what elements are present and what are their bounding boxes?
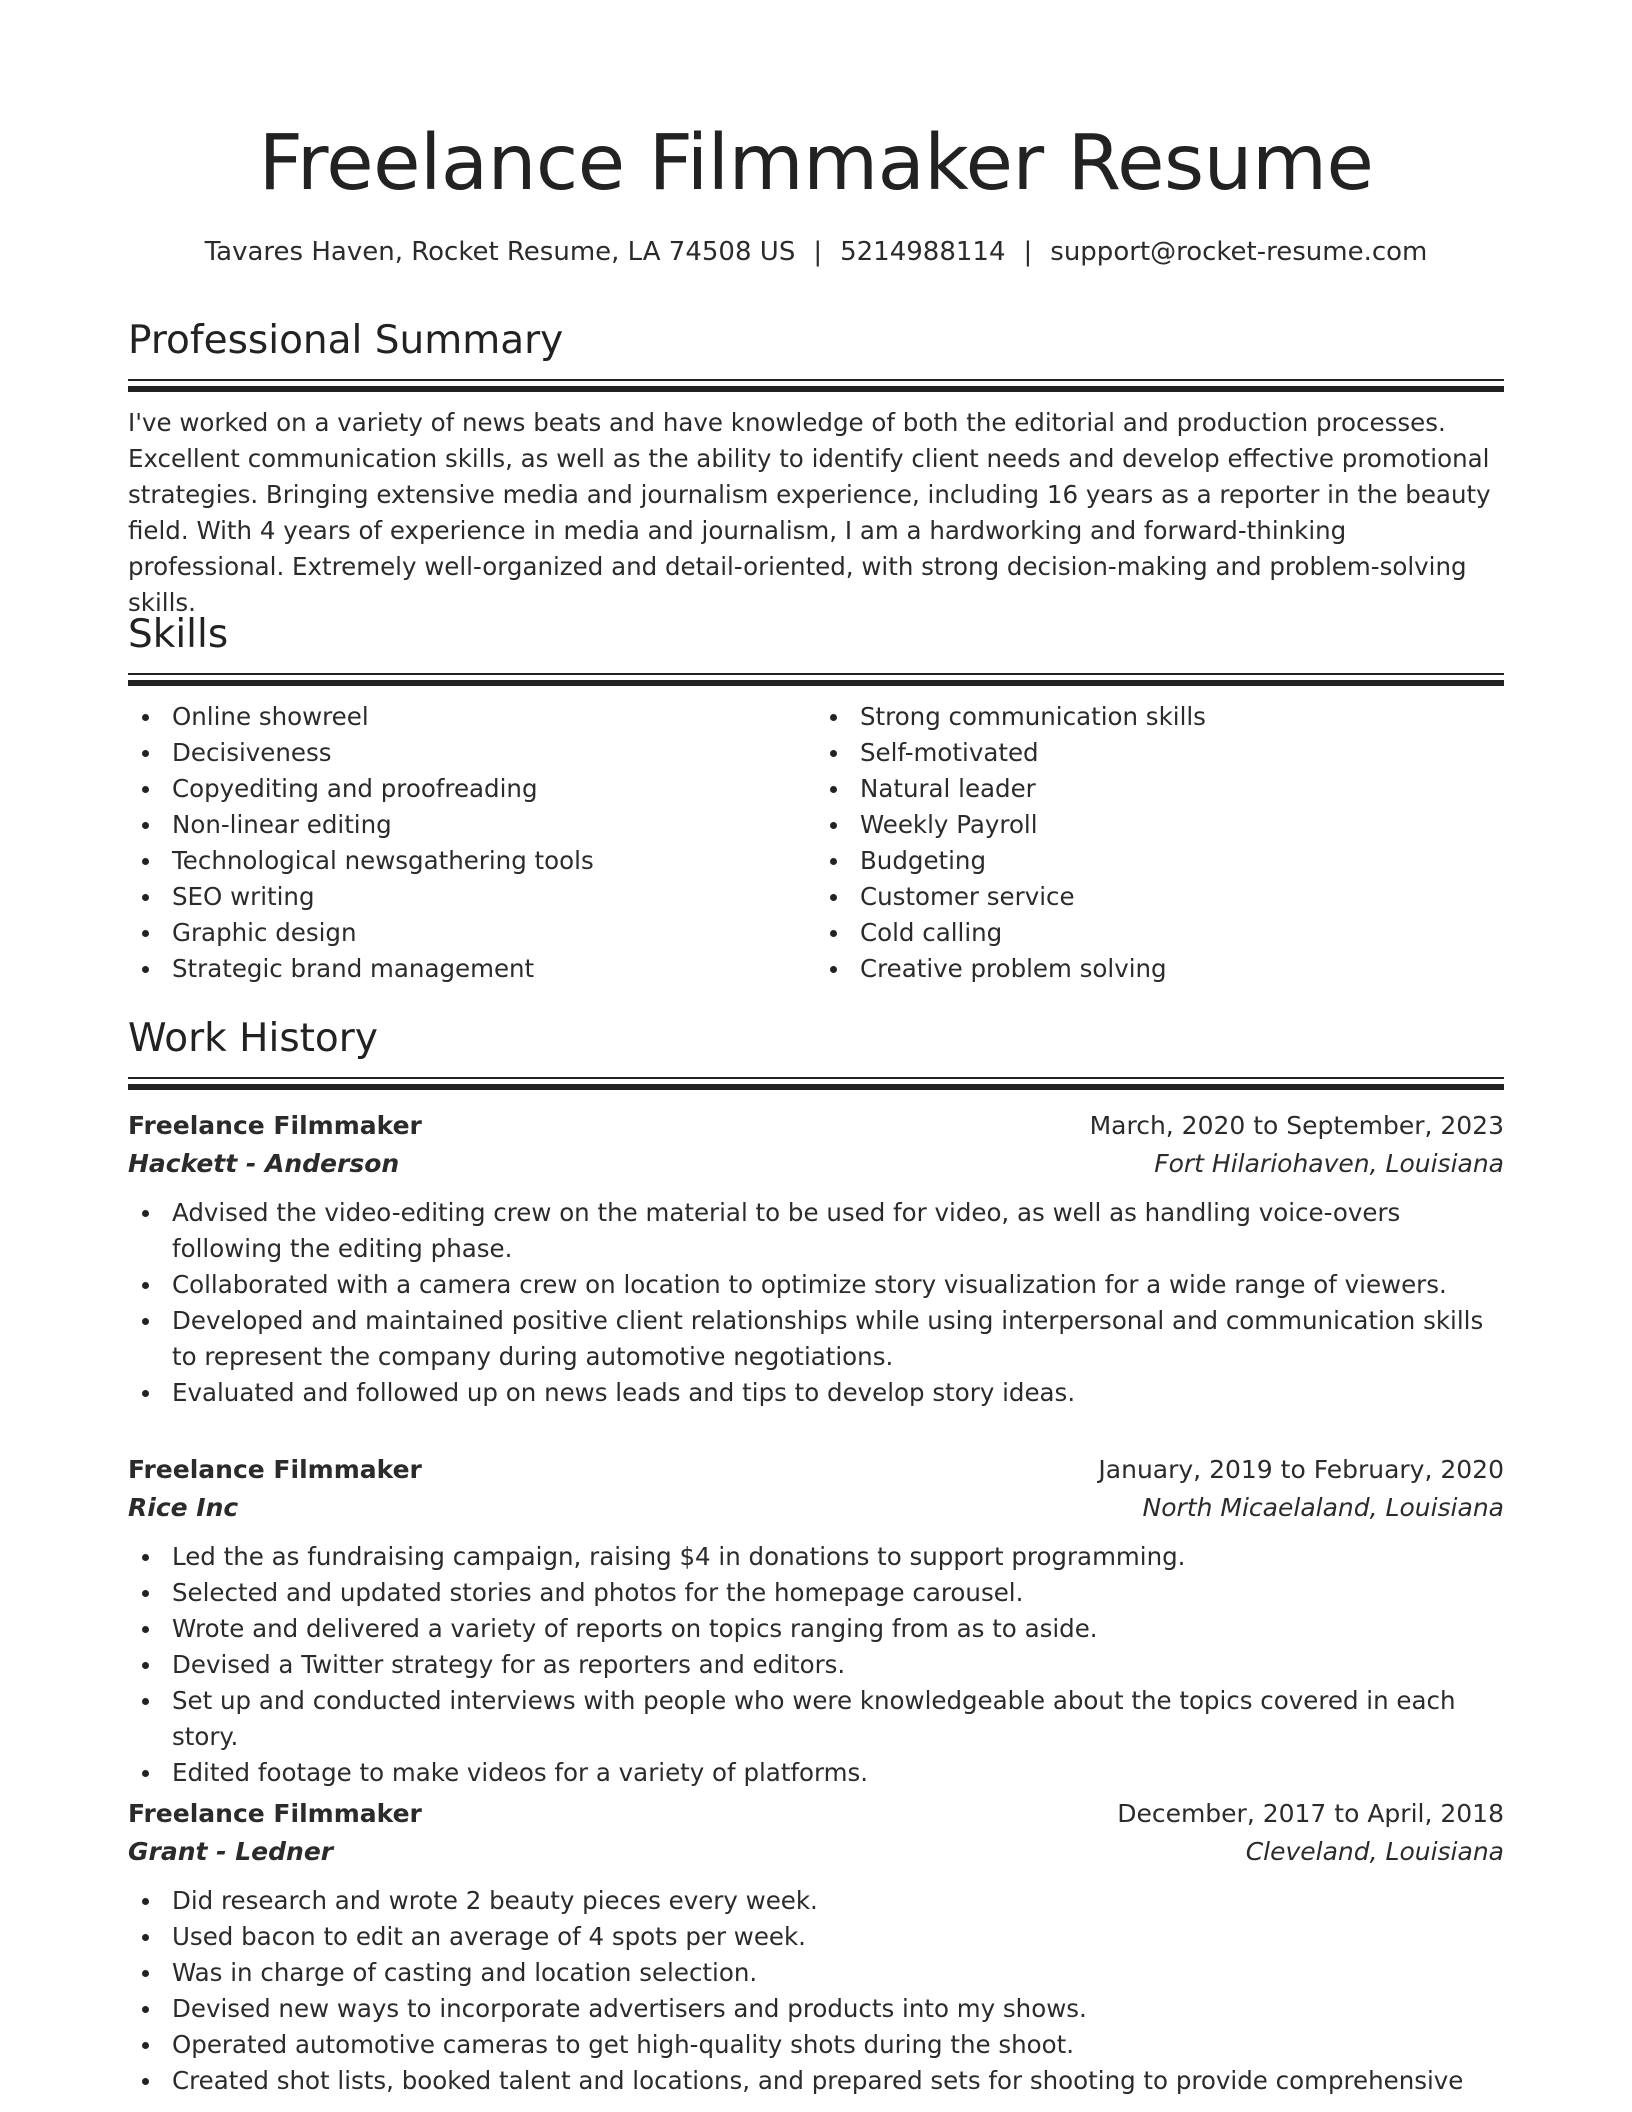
skill-item: Budgeting bbox=[816, 843, 1504, 879]
job-title: Freelance Filmmaker bbox=[128, 1111, 422, 1140]
contact-line bbox=[128, 237, 1504, 267]
section-divider bbox=[128, 379, 1504, 393]
skill-item: Natural leader bbox=[816, 771, 1504, 807]
job-bullet: Set up and conducted interviews with people who were knowledgeable about the topics covered in each story. bbox=[128, 1683, 1504, 1755]
skill-item: Strategic brand management bbox=[128, 951, 816, 987]
job-dates: January, 2019 to February, 2020 bbox=[1098, 1455, 1504, 1484]
job-company-row bbox=[128, 1145, 1504, 1183]
job-title: Freelance Filmmaker bbox=[128, 1799, 422, 1828]
job-bullet: Was in charge of casting and location selection. bbox=[128, 1955, 1504, 1991]
skill-item: Customer service bbox=[816, 879, 1504, 915]
skill-item: Cold calling bbox=[816, 915, 1504, 951]
job-header-row bbox=[128, 1451, 1504, 1489]
section-divider bbox=[128, 673, 1504, 687]
job-location: Fort Hilariohaven, Louisiana bbox=[1154, 1149, 1504, 1178]
job-dates: December, 2017 to April, 2018 bbox=[1117, 1799, 1504, 1828]
summary-section bbox=[128, 318, 1504, 621]
job-dates: March, 2020 to September, 2023 bbox=[1089, 1111, 1504, 1140]
job-location: Cleveland, Louisiana bbox=[1245, 1837, 1504, 1866]
job-company: Hackett - Anderson bbox=[128, 1149, 400, 1178]
skill-item: Technological newsgathering tools bbox=[128, 843, 816, 879]
job-bullet: Wrote and delivered a variety of reports on topics ranging from as to aside. bbox=[128, 1611, 1504, 1647]
job-bullet: Created shot lists, booked talent and locations, and prepared sets for shooting to provide comprehensive bbox=[128, 2063, 1504, 2099]
contact-phone: 5214988114 bbox=[840, 236, 1006, 267]
resume-title: Freelance Filmmaker Resume bbox=[258, 119, 1374, 208]
job-location: North Micaelaland, Louisiana bbox=[1142, 1493, 1504, 1522]
summary-text: I've worked on a variety of news beats and have knowledge of both the editorial and production processes. Excellent communication skills, as well as the ability to identify client needs and develop effective promotional strategies. Bringing extensive media and journalism experience, including 16 years as a reporter in the beauty field. With 4 years of experience in media and journalism, I am a hardworking and forward-thinking professional. Extremely well-organized and detail-oriented, with strong decision-making and problem-solving skills. bbox=[128, 407, 1491, 617]
section-divider bbox=[128, 1077, 1504, 1091]
skill-item: Graphic design bbox=[128, 915, 816, 951]
skill-item: Online showreel bbox=[128, 699, 816, 735]
work-history-section bbox=[128, 1016, 1504, 1091]
job-bullet: Devised new ways to incorporate advertisers and products into my shows. bbox=[128, 1991, 1504, 2027]
job-bullets bbox=[128, 1539, 1504, 1791]
job-company: Grant - Ledner bbox=[128, 1837, 334, 1866]
job-bullet: Operated automotive cameras to get high-quality shots during the shoot. bbox=[128, 2027, 1504, 2063]
job-bullet: Developed and maintained positive client relationships while using interpersonal and communication skills to represent the company during automotive negotiations. bbox=[128, 1303, 1504, 1375]
job-company: Rice Inc bbox=[128, 1493, 239, 1522]
job-entry bbox=[128, 1795, 1504, 2099]
job-header-row bbox=[128, 1107, 1504, 1145]
job-title: Freelance Filmmaker bbox=[128, 1455, 422, 1484]
contact-email[interactable]: support@rocket-resume.com bbox=[1050, 236, 1428, 267]
skill-item: Decisiveness bbox=[128, 735, 816, 771]
skills-section bbox=[128, 612, 1504, 987]
job-entry bbox=[128, 1451, 1504, 1791]
job-bullet: Devised a Twitter strategy for as reporters and editors. bbox=[128, 1647, 1504, 1683]
job-bullet: Selected and updated stories and photos for the homepage carousel. bbox=[128, 1575, 1504, 1611]
job-bullet: Did research and wrote 2 beauty pieces every week. bbox=[128, 1883, 1504, 1919]
skill-item: Creative problem solving bbox=[816, 951, 1504, 987]
summary-heading: Professional Summary bbox=[128, 318, 564, 363]
skill-item: Self-motivated bbox=[816, 735, 1504, 771]
work-history-heading: Work History bbox=[128, 1016, 378, 1061]
skill-item: Strong communication skills bbox=[816, 699, 1504, 735]
job-bullets bbox=[128, 1195, 1504, 1411]
skills-left-column bbox=[128, 699, 816, 987]
job-company-row bbox=[128, 1489, 1504, 1527]
skill-item: Non-linear editing bbox=[128, 807, 816, 843]
skill-item: Weekly Payroll bbox=[816, 807, 1504, 843]
skill-item: SEO writing bbox=[128, 879, 816, 915]
contact-separator: | bbox=[1023, 236, 1033, 267]
skills-grid bbox=[128, 699, 1504, 987]
skills-right-column bbox=[816, 699, 1504, 987]
job-bullet: Edited footage to make videos for a variety of platforms. bbox=[128, 1755, 1504, 1791]
job-bullets bbox=[128, 1883, 1504, 2099]
job-bullet: Used bacon to edit an average of 4 spots per week. bbox=[128, 1919, 1504, 1955]
contact-separator: | bbox=[813, 236, 823, 267]
job-bullet: Evaluated and followed up on news leads and tips to develop story ideas. bbox=[128, 1375, 1504, 1411]
contact-address: Tavares Haven, Rocket Resume, LA 74508 US bbox=[204, 236, 796, 267]
skill-item: Copyediting and proofreading bbox=[128, 771, 816, 807]
job-bullet: Collaborated with a camera crew on location to optimize story visualization for a wide range of viewers. bbox=[128, 1267, 1504, 1303]
job-company-row bbox=[128, 1833, 1504, 1871]
skills-heading: Skills bbox=[128, 612, 229, 657]
job-bullet: Led the as fundraising campaign, raising $4 in donations to support programming. bbox=[128, 1539, 1504, 1575]
job-header-row bbox=[128, 1795, 1504, 1833]
job-entry bbox=[128, 1107, 1504, 1411]
job-bullet: Advised the video-editing crew on the material to be used for video, as well as handling voice-overs following the editing phase. bbox=[128, 1195, 1504, 1267]
